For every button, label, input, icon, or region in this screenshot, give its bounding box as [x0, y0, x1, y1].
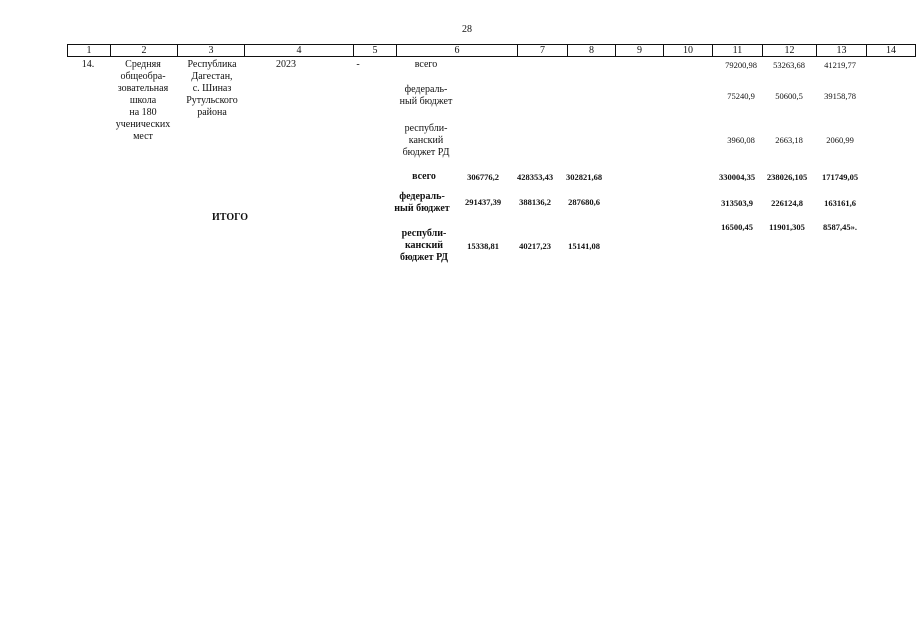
column-header: 10 [664, 45, 713, 57]
total-value: 8587,45». [823, 222, 857, 232]
project-value: 41219,77 [824, 60, 856, 70]
project-value: 75240,9 [727, 91, 755, 101]
total-value: 306776,2 [467, 172, 499, 182]
total-value: 40217,23 [519, 241, 551, 251]
total-value: 16500,45 [721, 222, 753, 232]
project-location: Республика Дагестан, с. Шиназ Рутульского района [186, 59, 238, 118]
column-header-row [67, 44, 916, 57]
total-value: 226124,8 [771, 198, 803, 208]
total-label: ИТОГО [212, 212, 248, 223]
column-header: 9 [616, 45, 664, 57]
column-header: 14 [867, 45, 916, 57]
project-value: 50600,5 [775, 91, 803, 101]
column-header: 12 [763, 45, 817, 57]
column-header: 3 [178, 45, 245, 57]
total-value: 302821,68 [565, 172, 603, 182]
column-header: 11 [713, 45, 763, 57]
total-value: 291437,39 [464, 197, 502, 207]
project-col5: - [356, 59, 360, 70]
column-header: 5 [354, 45, 397, 57]
total-value: 11901,305 [769, 222, 805, 232]
column-header: 7 [518, 45, 568, 57]
project-name: Средняя общеобра- зовательная школа на 180 ученических мест [115, 59, 171, 142]
page-number: 28 [462, 24, 472, 35]
total-value: 15338,81 [467, 241, 499, 251]
column-header: 4 [245, 45, 354, 57]
project-value: 2663,18 [775, 135, 803, 145]
total-value: 313503,9 [721, 198, 753, 208]
column-header: 1 [68, 45, 111, 57]
total-row-label: всего [412, 171, 436, 182]
project-number: 14. [81, 59, 95, 70]
total-row-label: республи- канский бюджет РД [399, 228, 449, 263]
project-row-label: всего [414, 59, 438, 70]
project-row-label: федераль- ный бюджет [399, 84, 453, 107]
total-value: 163161,6 [824, 198, 856, 208]
column-header: 2 [111, 45, 178, 57]
project-value: 79200,98 [725, 60, 757, 70]
total-value: 330004,35 [718, 172, 756, 182]
project-row-label: республи- канский бюджет РД [402, 123, 450, 158]
project-value: 2060,99 [826, 135, 854, 145]
total-row-label: федераль- ный бюджет [394, 191, 450, 214]
total-value: 238026,105 [766, 172, 808, 182]
total-value: 388136,2 [519, 197, 551, 207]
project-value: 3960,08 [727, 135, 755, 145]
project-value: 39158,78 [824, 91, 856, 101]
total-value: 428353,43 [516, 172, 554, 182]
column-header: 13 [817, 45, 867, 57]
column-header: 6 [397, 45, 518, 57]
column-header: 8 [568, 45, 616, 57]
total-value: 15141,08 [568, 241, 600, 251]
project-year: 2023 [276, 59, 296, 70]
total-value: 171749,05 [821, 172, 859, 182]
project-value: 53263,68 [773, 60, 805, 70]
total-value: 287680,6 [568, 197, 600, 207]
